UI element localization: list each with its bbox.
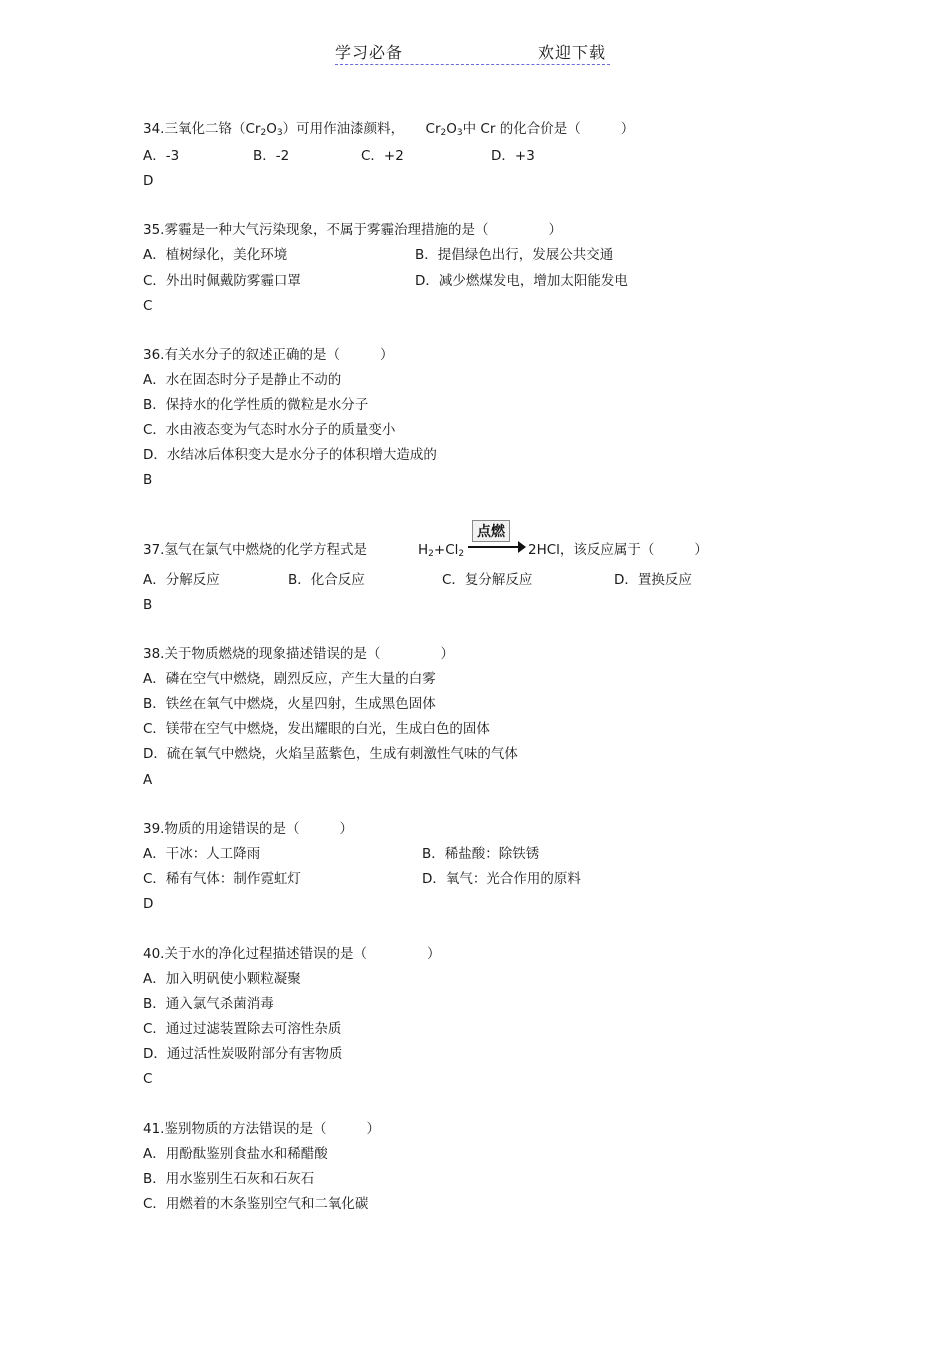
q34-option-a: A．-3 xyxy=(143,148,180,164)
q36-answer: B xyxy=(143,472,153,488)
arrow-shaft xyxy=(468,546,520,548)
page-header xyxy=(335,40,610,66)
q39-option-d: D．氧气：光合作用的原料 xyxy=(422,871,581,887)
q39-option-b: B．稀盐酸：除铁锈 xyxy=(422,846,540,862)
q36-option-d: D．水结冰后体积变大是水分子的体积增大造成的 xyxy=(143,447,437,463)
q37-equation-reactants: $H_2+Cl_2$ xyxy=(418,542,465,559)
q41-option-b: B．用水鉴别生石灰和石灰石 xyxy=(143,1171,315,1187)
q35-option-d: D．减少燃煤发电，增加太阳能发电 xyxy=(415,273,628,289)
header-right-text: 欢迎下载 xyxy=(538,43,607,62)
arrow-head-icon xyxy=(518,541,526,553)
q38-answer: A xyxy=(143,772,153,788)
q37-option-b: B．化合反应 xyxy=(288,572,365,588)
q34-stem: 34.三氧化二铬$(Cr_2O_3)$可用作油漆颜料， $Cr_2O_3$中 Cr 的化合价是（ ） xyxy=(143,121,635,138)
q38-option-a: A．磷在空气中燃烧，剧烈反应，产生大量的白雾 xyxy=(143,671,436,687)
reaction-arrow xyxy=(468,522,526,554)
q35-option-c: C．外出时佩戴防雾霾口罩 xyxy=(143,273,301,289)
q37-option-a: A．分解反应 xyxy=(143,572,220,588)
header-left-text: 学习必备 xyxy=(335,43,404,62)
q37-stem-rest: 2HCl，该反应属于（ ） xyxy=(528,542,708,558)
q37-answer: B xyxy=(143,597,153,613)
q40-option-b: B．通入氯气杀菌消毒 xyxy=(143,996,274,1012)
q36-option-b: B．保持水的化学性质的微粒是水分子 xyxy=(143,397,369,413)
q37-stem: 37.氢气在氯气中燃烧的化学方程式是 xyxy=(143,542,367,558)
q40-option-c: C．通过过滤装置除去可溶性杂质 xyxy=(143,1021,342,1037)
header-dashed-rule xyxy=(335,64,610,65)
q41-option-c: C．用燃着的木条鉴别空气和二氧化碳 xyxy=(143,1196,369,1212)
q35-option-b: B．提倡绿色出行，发展公共交通 xyxy=(415,247,614,263)
q40-option-a: A．加入明矾使小颗粒凝聚 xyxy=(143,971,301,987)
q35-stem: 35.雾霾是一种大气污染现象，不属于雾霾治理措施的是（ ） xyxy=(143,222,562,238)
q41-option-a: A．用酚酞鉴别食盐水和稀醋酸 xyxy=(143,1146,328,1162)
q39-answer: D xyxy=(143,896,154,912)
q34-option-c: C．+2 xyxy=(361,148,404,164)
q38-option-b: B．铁丝在氧气中燃烧，火星四射，生成黑色固体 xyxy=(143,696,436,712)
q40-option-d: D．通过活性炭吸附部分有害物质 xyxy=(143,1046,343,1062)
q38-option-d: D．硫在氧气中燃烧，火焰呈蓝紫色，生成有刺激性气味的气体 xyxy=(143,746,518,762)
q38-stem: 38.关于物质燃烧的现象描述错误的是（ ） xyxy=(143,646,454,662)
q39-option-c: C．稀有气体：制作霓虹灯 xyxy=(143,871,301,887)
q40-stem: 40.关于水的净化过程描述错误的是（ ） xyxy=(143,946,441,962)
reaction-condition-label: 点燃 xyxy=(472,520,510,542)
q34-option-d: D．+3 xyxy=(491,148,535,164)
q37-option-d: D．置换反应 xyxy=(614,572,692,588)
q34-option-b: B．-2 xyxy=(253,148,290,164)
q34-answer: D xyxy=(143,173,154,189)
q41-stem: 41.鉴别物质的方法错误的是（ ） xyxy=(143,1121,380,1137)
q36-stem: 36.有关水分子的叙述正确的是（ ） xyxy=(143,347,394,363)
q35-option-a: A．植树绿化，美化环境 xyxy=(143,247,288,263)
q36-option-a: A．水在固态时分子是静止不动的 xyxy=(143,372,342,388)
q36-option-c: C．水由液态变为气态时水分子的质量变小 xyxy=(143,422,396,438)
q38-option-c: C．镁带在空气中燃烧，发出耀眼的白光，生成白色的固体 xyxy=(143,721,490,737)
q40-answer: C xyxy=(143,1071,153,1087)
q35-answer: C xyxy=(143,298,153,314)
q39-stem: 39.物质的用途错误的是（ ） xyxy=(143,821,353,837)
q37-option-c: C．复分解反应 xyxy=(442,572,533,588)
q39-option-a: A．干冰：人工降雨 xyxy=(143,846,261,862)
